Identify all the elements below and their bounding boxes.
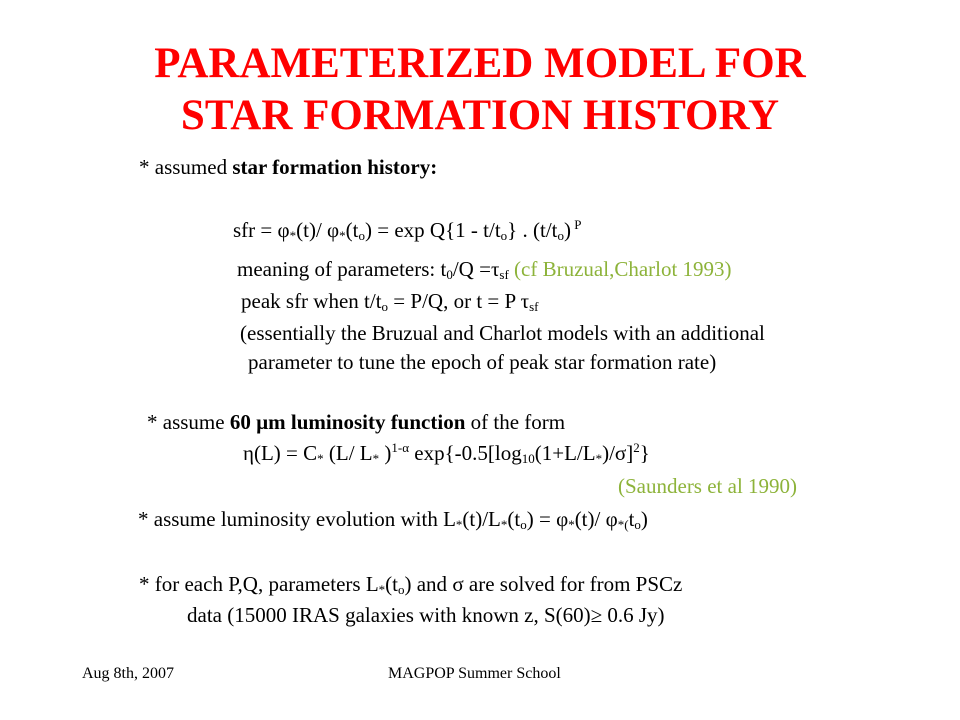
luminosity-function-formula: $\eta(L) = C_*$ (L/ $L_*$ )$^{1-\alpha}$ $\exp\{-0.5[\log_{10}(1+L/L_*)/\sigma]^2\}$: [243, 440, 650, 466]
citation-saunders: (Saunders et al 1990): [618, 474, 798, 498]
sfr-formula: sfr = $\varphi_*(t)/$ $\varphi_*(t_o) = \exp Q\{1 - t/t_o\}$ . $(t/t_o)$ $^P$: [233, 217, 582, 243]
section-luminosity-function: * assume 60 µm luminosity function of the form: [147, 410, 566, 434]
title-line-2: STAR FORMATION HISTORY: [180, 92, 780, 139]
slide-title: [0, 38, 960, 142]
section-sfh-heading: * assumed star formation history:: [139, 155, 438, 179]
section-parameter-solving: * for each P,Q, parameters $L_*(t_o)$ and σ are solved for from PSCz: [139, 572, 683, 597]
pscz-data-line: data (15000 IRAS galaxies with known z, S(60)≥ 0.6 Jy): [187, 603, 665, 627]
title-line-1: PARAMETERIZED MODEL FOR: [154, 40, 806, 87]
model-note-line-1: (essentially the Bruzual and Charlot models with an additional: [240, 321, 765, 345]
peak-sfr-line: peak sfr when $t/t_o = P/Q$, or t = P $\tau_{sf}$: [241, 289, 539, 314]
bold-luminosity-function: 60 µm luminosity function: [229, 410, 466, 434]
footer-date: Aug 8th, 2007: [82, 665, 174, 682]
parameter-meaning: meaning of parameters: $t_0/Q =\tau_{sf}$ (cf Bruzual,Charlot 1993): [237, 257, 732, 282]
section-luminosity-evolution: * assume luminosity evolution with $L_*(t)/L_*(t_o) = \varphi_*(t)/$ $\varphi_{*(}t_o$): [138, 507, 648, 532]
footer-event: MAGPOP Summer School: [388, 665, 561, 682]
model-note-line-2: parameter to tune the epoch of peak star formation rate): [248, 350, 717, 374]
bold-heading: star formation history:: [232, 155, 438, 179]
citation-bruzual-charlot: (cf Bruzual,Charlot 1993): [508, 257, 732, 281]
